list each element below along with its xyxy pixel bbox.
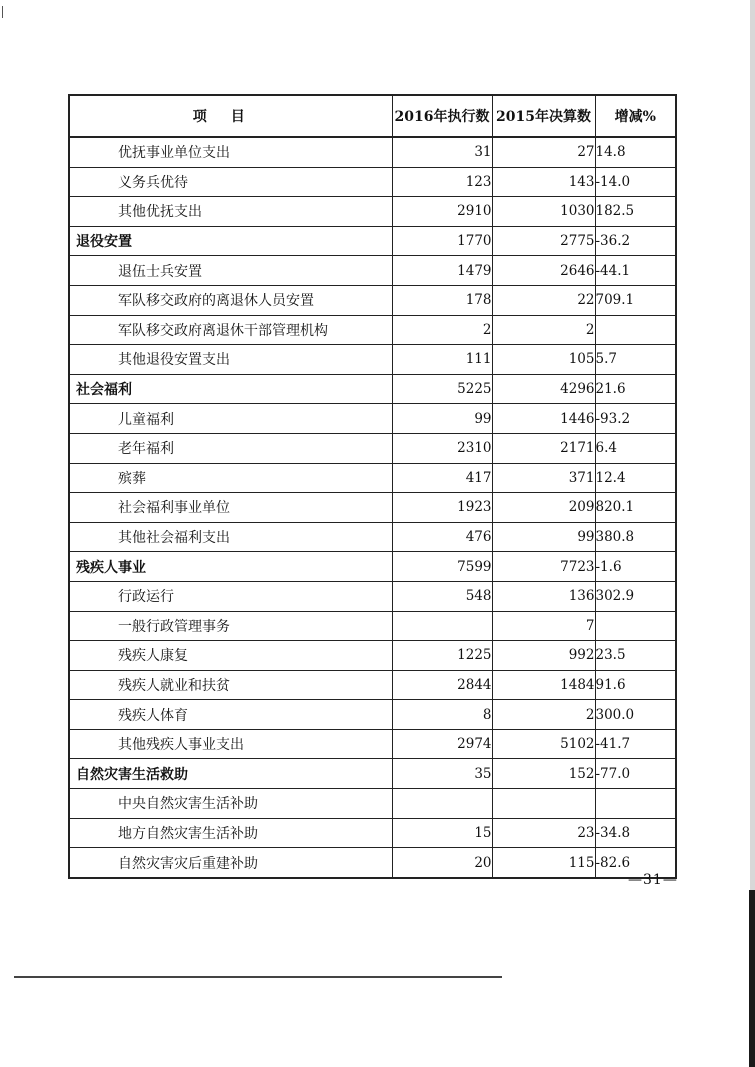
item-name: 地方自然灾害生活补助 (69, 818, 392, 848)
header-2016: 2016年执行数 (392, 95, 492, 137)
value-2015: 992 (492, 641, 595, 671)
change-percent (595, 611, 676, 641)
table-row (69, 285, 676, 315)
value-2015: 209 (492, 493, 595, 523)
change-percent: 6.4 (595, 433, 676, 463)
category-name: 自然灾害生活救助 (69, 759, 392, 789)
table-row (69, 759, 676, 789)
value-2016: 111 (392, 345, 492, 375)
table-row (69, 641, 676, 671)
table-body (69, 137, 676, 878)
table-row (69, 226, 676, 256)
table-row (69, 581, 676, 611)
value-2016: 5225 (392, 374, 492, 404)
item-name: 中央自然灾害生活补助 (69, 789, 392, 819)
value-2015: 105 (492, 345, 595, 375)
header-change: 增减% (595, 95, 676, 137)
scan-right-edge-shadow (749, 890, 755, 1067)
item-name: 残疾人就业和扶贫 (69, 670, 392, 700)
value-2016: 476 (392, 522, 492, 552)
change-percent: -14.0 (595, 167, 676, 197)
value-2015: 143 (492, 167, 595, 197)
value-2015: 27 (492, 137, 595, 167)
value-2016: 7599 (392, 552, 492, 582)
table-row (69, 552, 676, 582)
change-percent: 5.7 (595, 345, 676, 375)
header-row (69, 95, 676, 137)
value-2016: 417 (392, 463, 492, 493)
table-row (69, 522, 676, 552)
change-percent: 91.6 (595, 670, 676, 700)
value-2015: 1484 (492, 670, 595, 700)
value-2015: 2 (492, 315, 595, 345)
item-name: 一般行政管理事务 (69, 611, 392, 641)
change-percent (595, 789, 676, 819)
value-2016 (392, 611, 492, 641)
item-name: 其他优抚支出 (69, 197, 392, 227)
category-name: 退役安置 (69, 226, 392, 256)
table-row (69, 345, 676, 375)
table-row (69, 256, 676, 286)
value-2016: 2310 (392, 433, 492, 463)
table-row (69, 404, 676, 434)
value-2016: 1923 (392, 493, 492, 523)
value-2015: 136 (492, 581, 595, 611)
value-2015: 23 (492, 818, 595, 848)
page-number: —31— (628, 872, 678, 888)
value-2015: 22 (492, 285, 595, 315)
item-name: 其他退役安置支出 (69, 345, 392, 375)
value-2016: 2 (392, 315, 492, 345)
change-percent: -44.1 (595, 256, 676, 286)
table-row (69, 670, 676, 700)
table-row (69, 789, 676, 819)
header-item: 项目 (69, 95, 392, 137)
value-2015: 2646 (492, 256, 595, 286)
item-name: 优抚事业单位支出 (69, 137, 392, 167)
change-percent: -77.0 (595, 759, 676, 789)
value-2016: 1225 (392, 641, 492, 671)
value-2016: 548 (392, 581, 492, 611)
change-percent: -1.6 (595, 552, 676, 582)
value-2015: 2171 (492, 433, 595, 463)
table-row (69, 137, 676, 167)
item-name: 自然灾害灾后重建补助 (69, 848, 392, 878)
item-name: 义务兵优待 (69, 167, 392, 197)
value-2015: 7723 (492, 552, 595, 582)
change-percent: 23.5 (595, 641, 676, 671)
change-percent: -82.6 (595, 848, 676, 878)
table-row (69, 463, 676, 493)
change-percent: 12.4 (595, 463, 676, 493)
value-2015: 2 (492, 700, 595, 730)
value-2015: 115 (492, 848, 595, 878)
change-percent: -41.7 (595, 729, 676, 759)
change-percent: 709.1 (595, 285, 676, 315)
table-row (69, 700, 676, 730)
item-name: 社会福利事业单位 (69, 493, 392, 523)
table-row (69, 611, 676, 641)
scan-corner-mark (2, 6, 3, 18)
value-2016: 99 (392, 404, 492, 434)
value-2016: 35 (392, 759, 492, 789)
item-name: 残疾人体育 (69, 700, 392, 730)
value-2015: 5102 (492, 729, 595, 759)
value-2016: 2844 (392, 670, 492, 700)
item-name: 老年福利 (69, 433, 392, 463)
item-name: 其他社会福利支出 (69, 522, 392, 552)
table-row (69, 167, 676, 197)
change-percent: 380.8 (595, 522, 676, 552)
table-header (69, 95, 676, 137)
value-2016: 15 (392, 818, 492, 848)
change-percent: 302.9 (595, 581, 676, 611)
change-percent: -34.8 (595, 818, 676, 848)
item-name: 军队移交政府离退休干部管理机构 (69, 315, 392, 345)
value-2015 (492, 789, 595, 819)
value-2015: 4296 (492, 374, 595, 404)
item-name: 退伍士兵安置 (69, 256, 392, 286)
value-2015: 7 (492, 611, 595, 641)
value-2016: 178 (392, 285, 492, 315)
item-name: 军队移交政府的离退休人员安置 (69, 285, 392, 315)
value-2016: 2910 (392, 197, 492, 227)
table-row (69, 818, 676, 848)
value-2016: 123 (392, 167, 492, 197)
budget-table (68, 94, 677, 879)
header-2015: 2015年决算数 (492, 95, 595, 137)
item-name: 儿童福利 (69, 404, 392, 434)
table-row (69, 848, 676, 878)
value-2016: 8 (392, 700, 492, 730)
change-percent (595, 315, 676, 345)
category-name: 残疾人事业 (69, 552, 392, 582)
table-row (69, 493, 676, 523)
change-percent: 182.5 (595, 197, 676, 227)
value-2016: 31 (392, 137, 492, 167)
value-2016: 2974 (392, 729, 492, 759)
table-row (69, 374, 676, 404)
table-row (69, 433, 676, 463)
table-row (69, 197, 676, 227)
value-2015: 1030 (492, 197, 595, 227)
change-percent: 300.0 (595, 700, 676, 730)
value-2015: 152 (492, 759, 595, 789)
value-2015: 2775 (492, 226, 595, 256)
value-2016: 1770 (392, 226, 492, 256)
category-name: 社会福利 (69, 374, 392, 404)
value-2015: 1446 (492, 404, 595, 434)
item-name: 殡葬 (69, 463, 392, 493)
value-2015: 99 (492, 522, 595, 552)
change-percent: -93.2 (595, 404, 676, 434)
table-row (69, 315, 676, 345)
bottom-rule (14, 976, 502, 978)
table-row (69, 729, 676, 759)
value-2016: 20 (392, 848, 492, 878)
change-percent: 820.1 (595, 493, 676, 523)
change-percent: 14.8 (595, 137, 676, 167)
item-name: 残疾人康复 (69, 641, 392, 671)
item-name: 其他残疾人事业支出 (69, 729, 392, 759)
change-percent: 21.6 (595, 374, 676, 404)
change-percent: -36.2 (595, 226, 676, 256)
value-2016 (392, 789, 492, 819)
value-2015: 371 (492, 463, 595, 493)
item-name: 行政运行 (69, 581, 392, 611)
value-2016: 1479 (392, 256, 492, 286)
